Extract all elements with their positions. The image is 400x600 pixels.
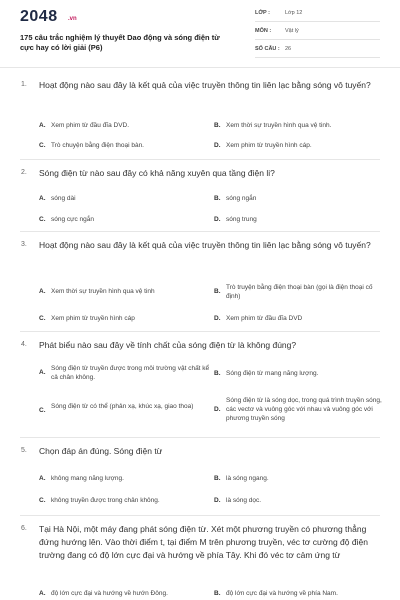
meta-label: MÔN : bbox=[255, 28, 272, 34]
header-divider bbox=[0, 67, 400, 68]
meta-value: Vật lý bbox=[285, 28, 299, 34]
option-letter: A. bbox=[39, 475, 46, 482]
option-text: Trò chuyện bằng điện thoại bàn. bbox=[51, 142, 144, 149]
question-text: Phát biểu nào sau đây về tính chất của sóng điện từ là không đúng? bbox=[39, 340, 297, 350]
option-letter: B. bbox=[214, 195, 221, 202]
question-6 bbox=[0, 516, 400, 600]
option-letter: C. bbox=[39, 407, 46, 414]
question-text: Chọn đáp án đúng. Sóng điện từ bbox=[39, 446, 163, 456]
option-text: độ lớn cực đại và hướng về phía Nam. bbox=[226, 590, 338, 597]
option-text: độ lớn cực đại và hướng về hướn Đông. bbox=[51, 590, 168, 597]
option-text: là sóng ngang. bbox=[226, 475, 269, 482]
meta-label: SỐ CÂU : bbox=[255, 46, 280, 52]
question-text: Hoạt động nào sau đây là kết quả của việc truyền thông tin liên lạc bằng sóng vô tuyến? bbox=[39, 240, 371, 250]
question-1 bbox=[0, 72, 400, 160]
option-text: không truyền được trong chân không. bbox=[51, 497, 160, 504]
header bbox=[0, 0, 400, 66]
option-letter: A. bbox=[39, 195, 46, 202]
meta-row-subject bbox=[255, 26, 380, 40]
question-number: 2. bbox=[21, 169, 27, 176]
question-4 bbox=[0, 332, 400, 438]
question-number: 4. bbox=[21, 341, 27, 348]
question-2 bbox=[0, 160, 400, 232]
option-text: là sóng dọc. bbox=[226, 497, 262, 504]
option-letter: D. bbox=[214, 406, 221, 413]
option-letter: D. bbox=[214, 315, 221, 322]
option-text: sóng trung bbox=[226, 216, 257, 223]
option-text: không mang năng lượng. bbox=[51, 475, 124, 482]
option-letter: D. bbox=[214, 216, 221, 223]
logo-main: 2048 bbox=[20, 8, 58, 25]
question-text: Sóng điện từ nào sau đây có khả năng xuyên qua tầng điện li? bbox=[39, 168, 275, 178]
document-meta bbox=[255, 8, 380, 62]
option-letter: D. bbox=[214, 142, 221, 149]
question-5 bbox=[0, 438, 400, 516]
option-text: Sóng điện từ là sóng dọc, trong quá trình truyền sóng, các vectơ và vuông góc với nhau và vuông góc với phương truyền sóng bbox=[226, 397, 382, 422]
meta-row-count bbox=[255, 44, 380, 58]
question-text: Tại Hà Nội, một máy đang phát sóng điện từ. Xét một phương truyền có phương thẳng đứng hướng lên. Vào thời điểm t, tại điểm M trên phương truyền, véc tơ cường độ điện trường đang có độ lớn cực đại và hướng về phía Tây. Khi đó véc tơ cảm ứng từ bbox=[39, 524, 368, 560]
option-letter: A. bbox=[39, 122, 46, 129]
option-text: Sóng điện từ truyền được trong môi trường vật chất kể cả chân không. bbox=[51, 365, 210, 381]
question-text: Hoạt động nào sau đây là kết quả của việc truyền thông tin liên lạc bằng sóng vô tuyến? bbox=[39, 80, 371, 90]
option-letter: B. bbox=[214, 288, 221, 295]
option-letter: A. bbox=[39, 590, 46, 597]
option-letter: B. bbox=[214, 475, 221, 482]
option-text: Sóng điện từ mang năng lượng. bbox=[226, 370, 319, 377]
meta-value: 26 bbox=[285, 46, 292, 52]
option-letter: A. bbox=[39, 369, 46, 376]
option-text: Xem phim từ đầu đĩa DVD bbox=[226, 315, 303, 322]
question-3 bbox=[0, 232, 400, 332]
meta-row-grade bbox=[255, 8, 380, 22]
option-letter: A. bbox=[39, 288, 46, 295]
option-text: Xem phim từ đầu đĩa DVD. bbox=[51, 122, 130, 129]
option-text: Xem phim từ truyền hình cáp bbox=[51, 315, 135, 322]
meta-value: Lớp 12 bbox=[285, 10, 303, 16]
option-letter: C. bbox=[39, 315, 46, 322]
option-letter: C. bbox=[39, 142, 46, 149]
option-text: sóng dài bbox=[51, 195, 76, 202]
option-text: sóng cực ngắn bbox=[51, 216, 95, 223]
option-text: Xem thời sự truyền hình qua vệ tinh. bbox=[226, 122, 332, 129]
option-text: Sóng điện từ có thể (phản xạ, khúc xạ, giao thoa) bbox=[51, 403, 194, 410]
option-text: sóng ngắn bbox=[226, 195, 257, 202]
option-letter: C. bbox=[39, 216, 46, 223]
meta-label: LỚP : bbox=[255, 10, 270, 16]
option-letter: D. bbox=[214, 497, 221, 504]
question-number: 6. bbox=[21, 525, 27, 532]
site-logo[interactable] bbox=[20, 8, 140, 30]
question-number: 3. bbox=[21, 241, 27, 248]
option-letter: B. bbox=[214, 122, 221, 129]
logo-suffix: .vn bbox=[68, 16, 77, 22]
option-letter: B. bbox=[214, 590, 221, 597]
question-number: 5. bbox=[21, 447, 27, 454]
option-letter: C. bbox=[39, 497, 46, 504]
option-text: Xem thời sự truyền hình qua vệ tinh bbox=[51, 288, 155, 295]
option-text: Trò truyện bằng điện thoại bàn (gọi là điện thoại cố định) bbox=[226, 284, 373, 300]
option-letter: B. bbox=[214, 370, 221, 377]
question-number: 1. bbox=[21, 81, 27, 88]
option-text: Xem phim từ truyền hình cáp. bbox=[226, 142, 312, 149]
document-title: 175 câu trắc nghiệm lý thuyết Dao động và sóng điện từ cực hay có lời giải (P6) bbox=[20, 33, 220, 52]
